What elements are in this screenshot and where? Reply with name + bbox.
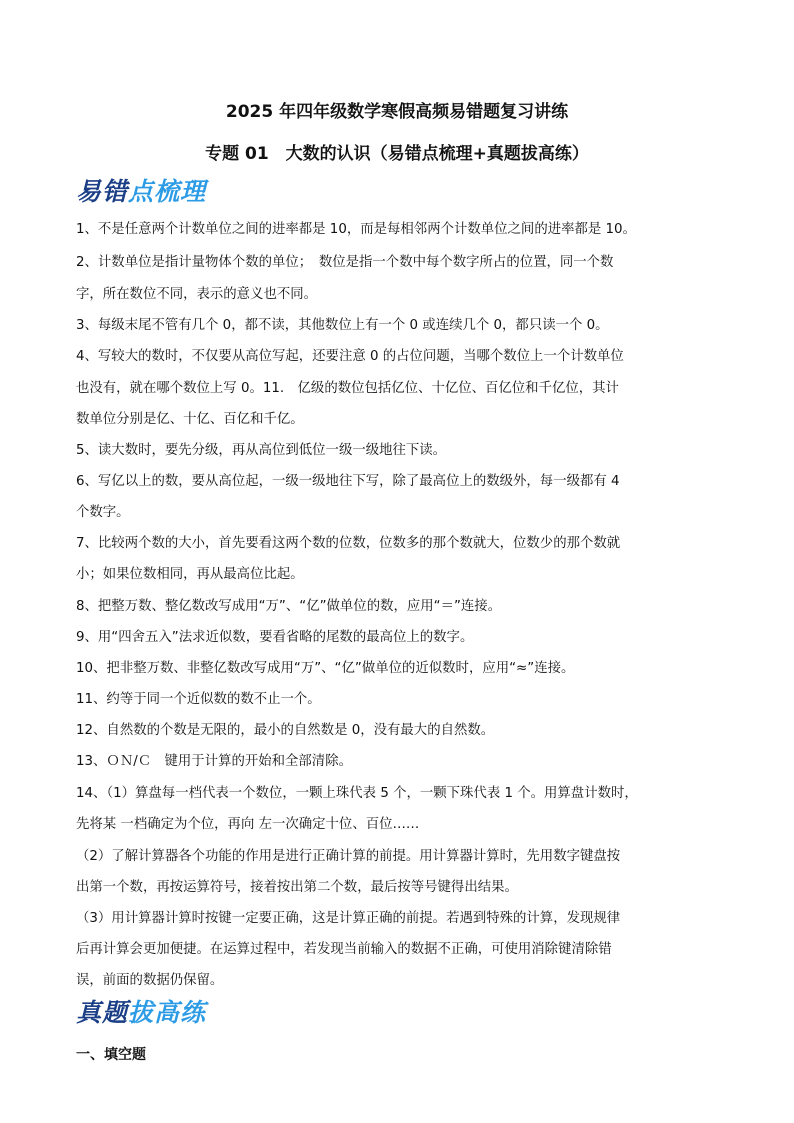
text-line: 6、写亿以上的数，要从高位起，一级一级地往下写，除了最高位上的数级外，每一级都有 4 [76,474,620,489]
banner-text-light: 点梳理 [128,177,207,206]
document-title: 2025 年四年级数学寒假高频易错题复习讲练 [225,102,569,122]
text-line: 13、ＯＮ/Ｃ 键用于计算的开始和全部清除。 [76,754,352,769]
text-line: 8、把整万数、整亿数改写成用“万”、“亿”做单位的数，应用“＝”连接。 [76,599,502,614]
text-line: 10、把非整万数、非整亿数改写成用“万”、“亿”做单位的近似数时，应用“≈”连接。 [76,661,575,676]
text-line: 5、读大数时，要先分级，再从高位到低位一级一级地往下读。 [76,443,447,458]
section-heading: 一、填空题 [76,1047,146,1063]
banner-text-light: 拔高练 [128,998,207,1027]
text-line: 小；如果位数相同，再从最高位比起。 [76,567,304,582]
text-line: （3）用计算器计算时按键一定要正确，这是计算正确的前提。若遇到特殊的计算，发现规律 [76,911,621,926]
text-line: 先将某 一档确定为个位，再向 左一次确定十位、百位…… [76,817,420,832]
text-line: 出第一个数，再按运算符号，接着按出第二个数，最后按等号键得出结果。 [76,880,518,895]
text-line: 9、用“四舍五入”法求近似数，要看省略的尾数的最高位上的数字。 [76,630,474,645]
section-banner-error-points [76,172,206,208]
text-line: 也没有，就在哪个数位上写 0。11. 亿级的数位包括亿位、十亿位、百亿位和千亿位，其计 [76,381,619,396]
text-line: 2、计数单位是指计量物体个数的单位； 数位是指一个数中每个数字所占的位置，同一个数 [76,255,614,270]
text-line: 1、不是任意两个计数单位之间的进率都是 10，而是每相邻两个计数单位之间的进率都是 10。 [76,222,636,237]
text-line: 7、比较两个数的大小，首先要看这两个数的位数，位数多的那个数就大，位数少的那个数就 [76,536,621,551]
text-line: 3、每级末尾不管有几个 0，都不读，其他数位上有一个 0 或连续几个 0，都只读一个 0。 [76,318,609,333]
text-line: 11、约等于同一个近似数的数不止一个。 [76,692,321,707]
text-line: 4、写较大的数时，不仅要从高位写起，还要注意 0 的占位问题，当哪个数位上一个计数单位 [76,349,624,364]
text-line: 误，前面的数据仍保留。 [76,973,224,988]
text-line: 14、（1）算盘每一档代表一个数位，一颗上珠代表 5 个，一颗下珠代表 1 个。用算盘计数时， [76,786,638,801]
document-subtitle: 专题 01 大数的认识（易错点梳理+真题拔高练） [205,144,589,164]
section-banner-exam-practice [76,993,206,1029]
text-line: 后再计算会更加便捷。在运算过程中，若发现当前输入的数据不正确，可使用消除键清除错 [76,942,612,957]
text-line: （2）了解计算器各个功能的作用是进行正确计算的前提。用计算器计算时，先用数字键盘按 [76,849,621,864]
banner-text-dark: 易错 [76,177,129,206]
text-line: 字，所在数位不同，表示的意义也不同。 [76,287,318,302]
text-line: 个数字。 [76,505,130,520]
text-line: 数单位分别是亿、十亿、百亿和千亿。 [76,412,304,427]
banner-text-dark: 真题 [76,998,129,1027]
text-line: 12、自然数的个数是无限的，最小的自然数是 0，没有最大的自然数。 [76,723,495,738]
